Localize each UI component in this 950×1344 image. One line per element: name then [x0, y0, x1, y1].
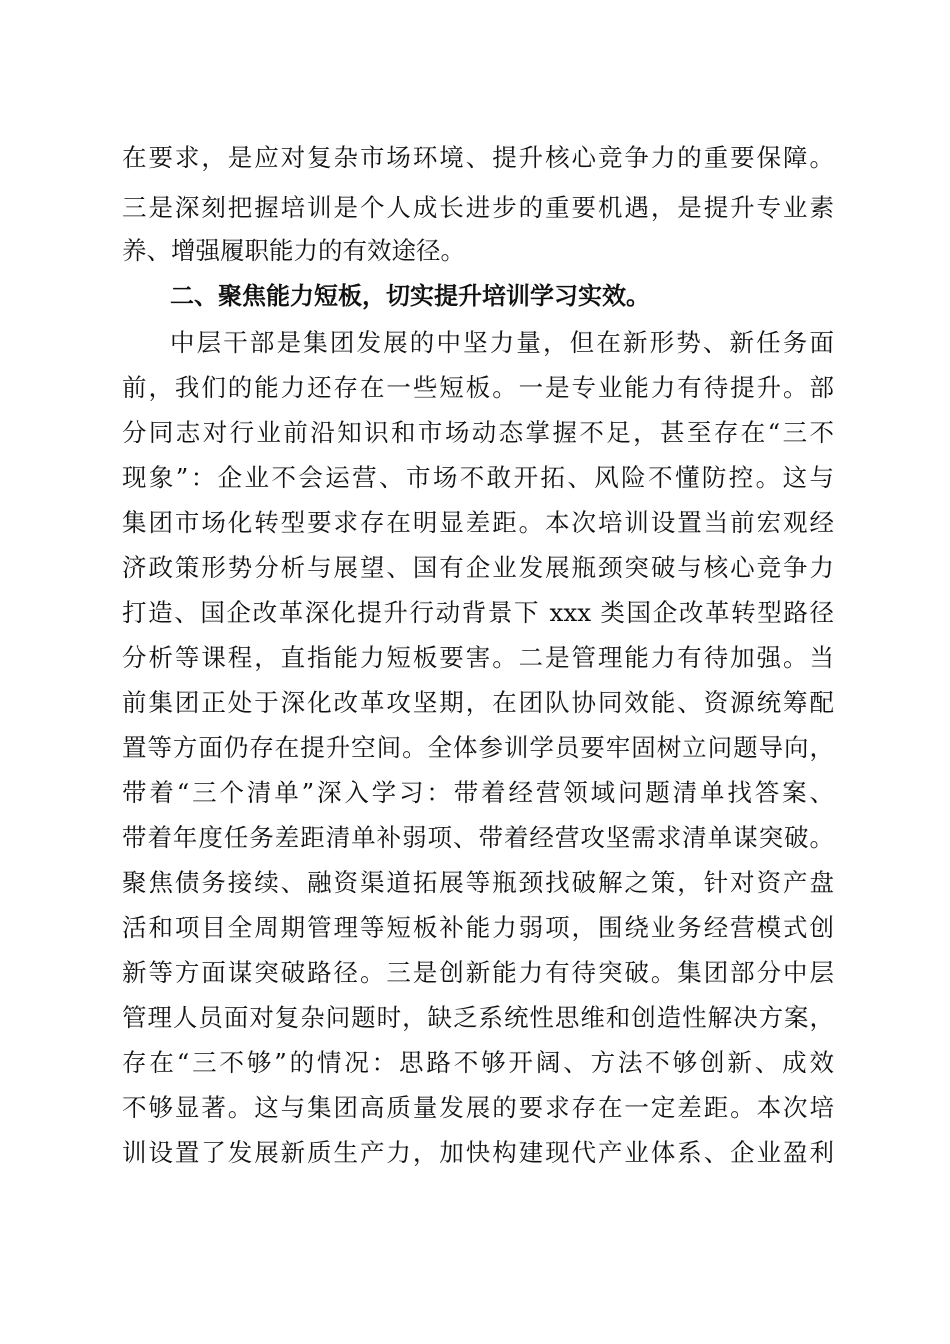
text-line: 打造、国企改革深化提升行动背景下 xxx 类国企改革转型路径	[122, 598, 834, 627]
text-line: 分同志对行业前沿知识和市场动态掌握不足，甚至存在“三不	[122, 418, 834, 447]
text-line: 养、增强履职能力的有效途径。	[122, 236, 465, 265]
text-line: 存在“三不够”的情况：思路不够开阔、方法不够创新、成效	[122, 1048, 834, 1077]
text-line: 带着“三个清单”深入学习：带着经营领域问题清单找答案、	[122, 778, 834, 807]
text-line: 现象”：企业不会运营、市场不敢开拓、风险不懂防控。这与	[122, 463, 834, 492]
text-line: 活和项目全周期管理等短板补能力弱项，围绕业务经营模式创	[122, 913, 834, 942]
text-line: 训设置了发展新质生产力，加快构建现代产业体系、企业盈利	[122, 1138, 834, 1167]
text-line: 前，我们的能力还存在一些短板。一是专业能力有待提升。部	[122, 373, 834, 402]
text-line: 中层干部是集团发展的中坚力量，但在新形势、新任务面	[170, 328, 834, 357]
text-line: 管理人员面对复杂问题时，缺乏系统性思维和创造性解决方案，	[122, 1003, 834, 1032]
text-line: 新等方面谋突破路径。三是创新能力有待突破。集团部分中层	[122, 958, 834, 987]
text-line: 带着年度任务差距清单补弱项、带着经营攻坚需求清单谋突破。	[122, 823, 834, 852]
section-heading: 二、聚焦能力短板，切实提升培训学习实效。	[170, 282, 650, 310]
text-line: 不够显著。这与集团高质量发展的要求存在一定差距。本次培	[122, 1093, 834, 1122]
text-line: 济政策形势分析与展望、国有企业发展瓶颈突破与核心竞争力	[122, 553, 834, 582]
text-line: 前集团正处于深化改革攻坚期，在团队协同效能、资源统筹配	[122, 688, 834, 717]
text-line: 分析等课程，直指能力短板要害。二是管理能力有待加强。当	[122, 643, 834, 672]
text-line: 三是深刻把握培训是个人成长进步的重要机遇，是提升专业素	[122, 193, 834, 222]
text-line: 置等方面仍存在提升空间。全体参训学员要牢固树立问题导向，	[122, 733, 834, 762]
text-line: 聚焦债务接续、融资渠道拓展等瓶颈找破解之策，针对资产盘	[122, 868, 834, 897]
text-line: 集团市场化转型要求存在明显差距。本次培训设置当前宏观经	[122, 508, 834, 537]
text-line: 在要求，是应对复杂市场环境、提升核心竞争力的重要保障。	[122, 143, 834, 172]
